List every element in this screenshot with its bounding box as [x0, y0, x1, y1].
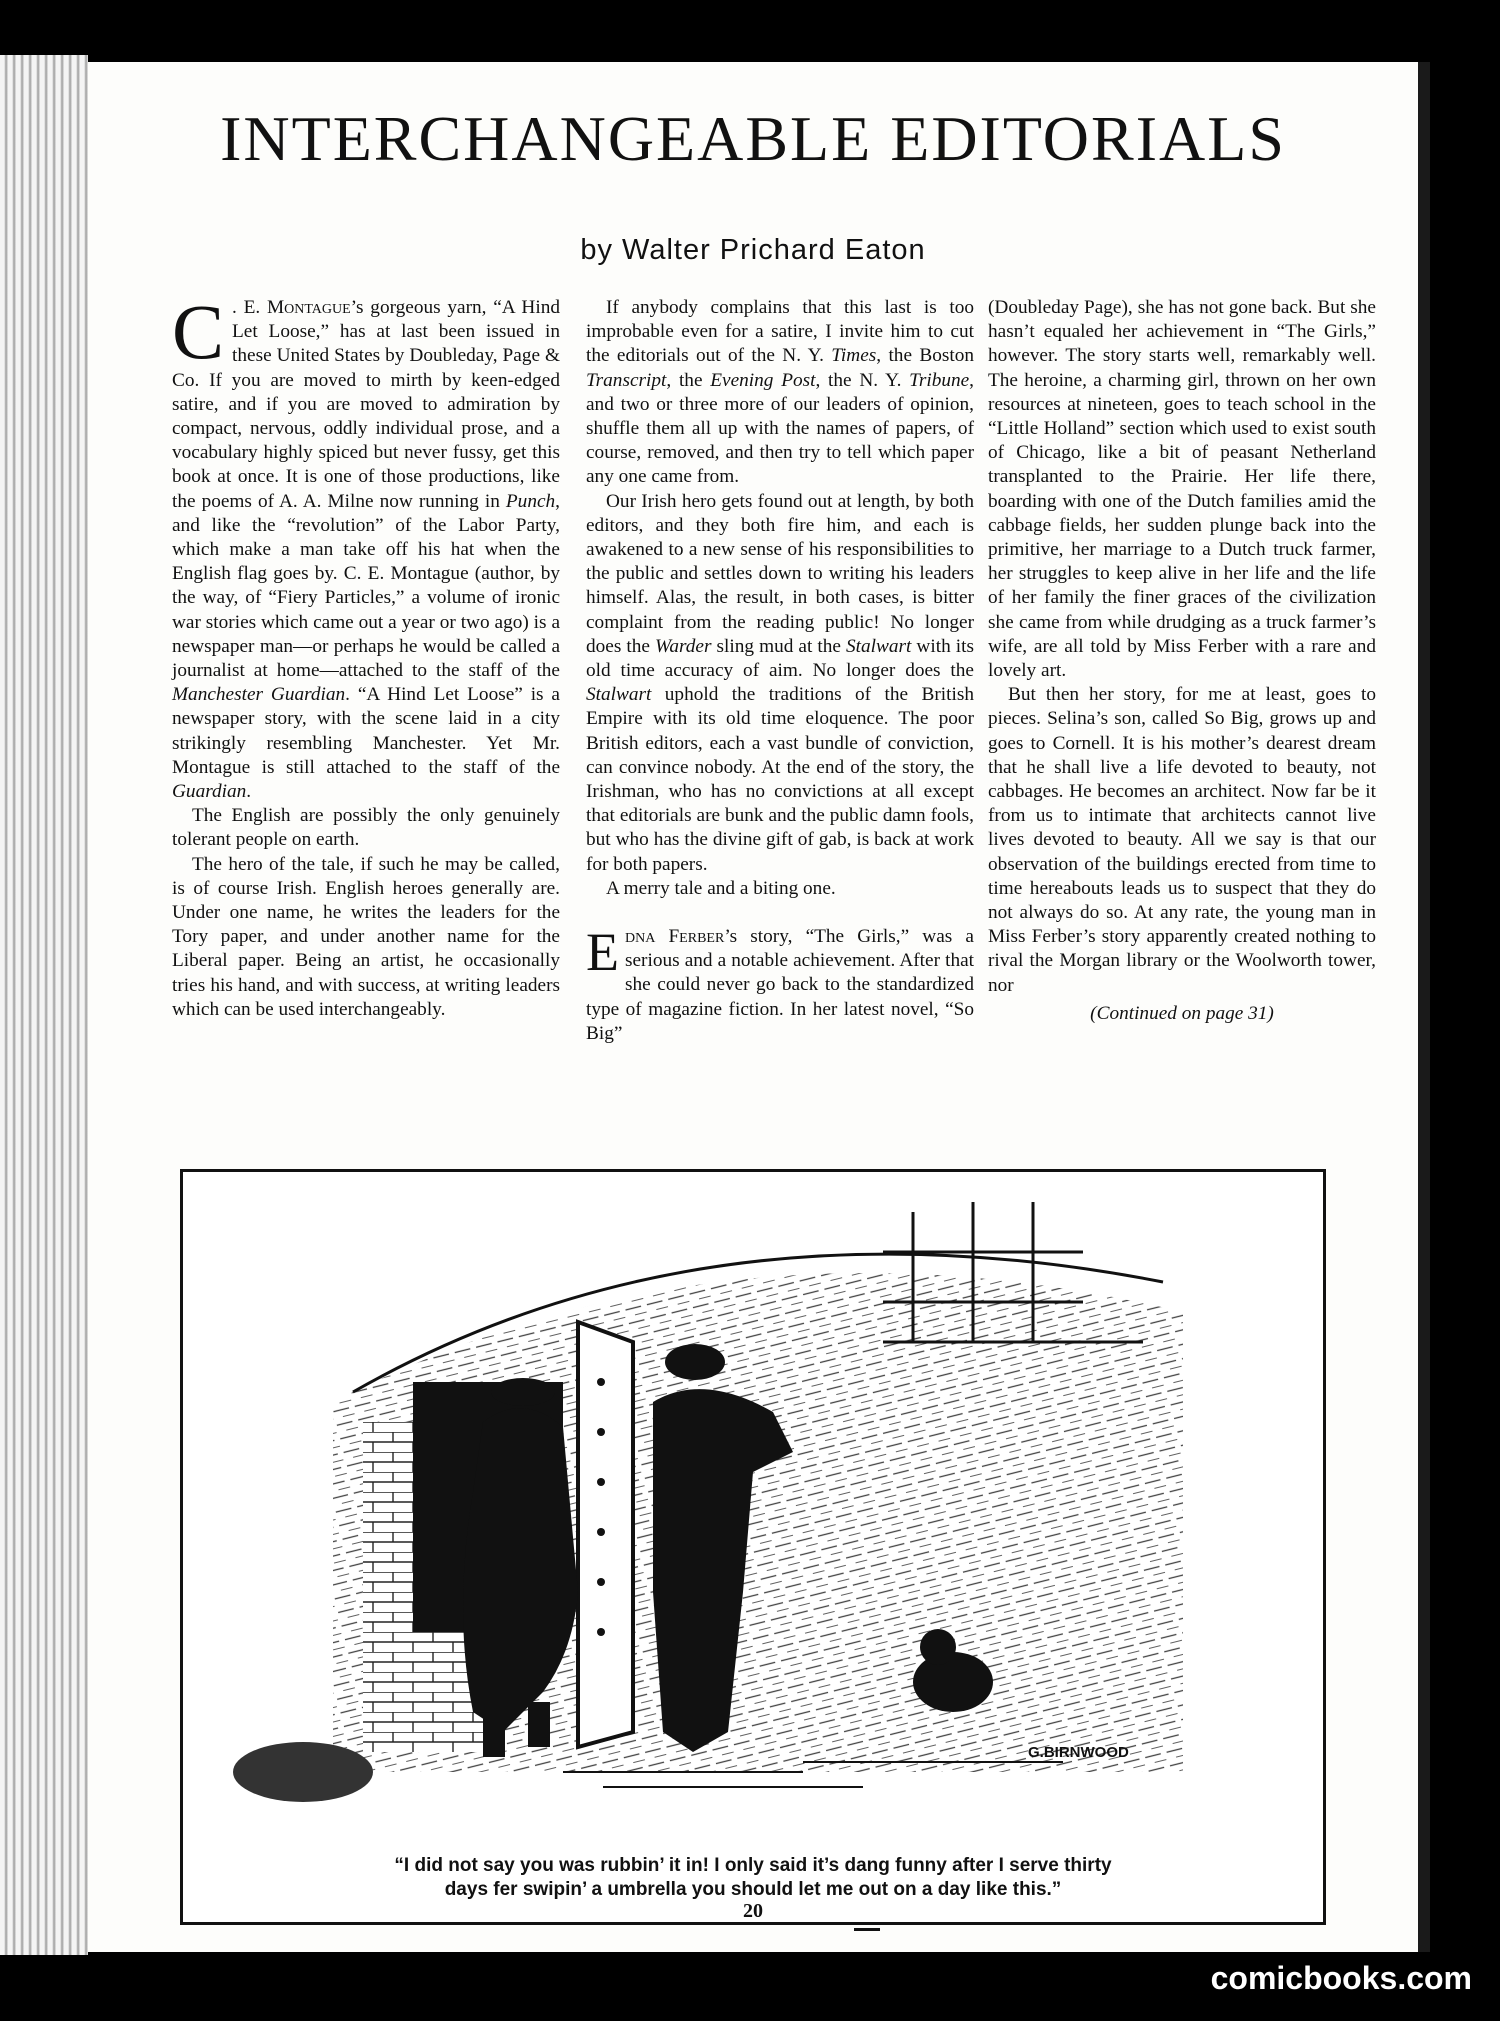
- text-run: sling mud at the: [711, 635, 847, 657]
- text-run: , the: [666, 369, 711, 391]
- paragraph: [586, 922, 974, 1046]
- paragraph: The hero of the tale, if such he may be called, is of course Irish. English heroes generally are. Under one name, he writes the leaders for the Tory paper, and under another name for the Liberal paper. Being an artist, he occasionally tries his hand, and with success, at writing leaders which can be used interchangeably.: [172, 853, 560, 1020]
- dog: [913, 1652, 993, 1712]
- paragraph: (Doubleday Page), she has not gone back. But she hasn’t equaled her achievement in “The Girls,” however. The story starts well, remarkably well. The heroine, a charming girl, thrown on her own resources at nineteen, goes to teach school in the “Little Holland” section which used to exist south of Chicago, like a bit of peasant Netherland transplanted to the Prairie. Her life there, boarding with one of the Dutch families amid the cabbage fields, her sudden plunge back into the primitive, her marriage to a Dutch truck farmer, her struggles to keep alive in her life and the life of her family the finer graces of the civilization she came from while drudging as a truck farmer’s wife, are all told by Miss Ferber with a rare and lovely art.: [988, 297, 1376, 682]
- site-watermark: comicbooks.com: [1210, 1960, 1472, 1996]
- paragraph: [586, 296, 974, 490]
- paragraph: But then her story, for me at least, goes to pieces. Selina’s son, called So Big, grows up and goes to Cornell. It is his mother’s dearest dream that he shall live a life devoted to beauty, not cabbages. He becomes an architect. Now far be it from us to intimate that architects cannot live lives devoted to beauty. All we say is that our observation of the buildings erected from time to time hereabouts leads us to suspect that they do not always do so. At any rate, the young man in Miss Ferber’s story apparently created nothing to rival the Morgan library or the Woolworth tower, nor: [988, 684, 1376, 996]
- publication-name: Manchester Guardian: [172, 684, 346, 706]
- text-run: . E.: [232, 297, 267, 318]
- page-number: 20: [743, 1900, 763, 1922]
- text-run: Montague: [266, 297, 351, 318]
- article-title: INTERCHANGEABLE EDITORIALS: [220, 103, 1286, 174]
- drop-cap: C: [172, 288, 225, 375]
- publication-name: Tribune: [909, 369, 970, 391]
- text-run: .: [246, 781, 252, 803]
- text-run: ’s gorgeous yarn, “A Hind Let Loose,” has at last been issued in these United States by Doubleday, Page & Co. If you are moved to mirth by keen-edged satire, and if you are moved to admiration by compact, nervous, oddly individual prose, and a vocabulary highly spiced but never fussy, get this book at once. It is one of those productions, like the poems of A. A. Milne now running in: [172, 297, 560, 512]
- publication-name: Punch: [505, 490, 556, 512]
- section-gap: [586, 901, 974, 925]
- publication-name: Transcript: [586, 369, 667, 391]
- cartoon-drawing: [183, 1172, 1323, 1842]
- book-spine: [0, 55, 88, 1955]
- guard-cap: [491, 1378, 555, 1406]
- caption-line: days fer swipin’ a umbrella you should let me out on a day like this.”: [444, 1879, 1062, 1900]
- cartoon-illustration: [180, 1169, 1326, 1925]
- text-run: , and like the “revolution” of the Labor Party, which make a man take off his hat when the English flag goes by. C. E. Montague (author, by the way, of “Fiery Particles,” a volume of ironic war stories which came out a year or two ago) is a newspaper man—or perhaps he would be called a journalist at home—attached to the staff of the: [172, 490, 560, 682]
- caption-line: “I did not say you was rubbin’ it in! I only said it’s dang funny after I serve thirty: [394, 1855, 1112, 1876]
- prison-gate: [578, 1322, 633, 1747]
- paragraph: [172, 288, 560, 804]
- text-column-2: [586, 296, 974, 1046]
- drop-cap: E: [586, 922, 619, 983]
- continued-note: (Continued on page 31): [1090, 1002, 1274, 1024]
- text-run: . “A Hind Let Loose” is a newspaper story, with the scene laid in a city strikingly resembling Manchester. Yet Mr. Montague is still attached to the staff of the: [172, 684, 560, 778]
- text-column-1: [172, 288, 560, 1022]
- publication-name: Stalwart: [846, 635, 912, 657]
- publication-name: Stalwart: [586, 684, 652, 706]
- text-run: ’s story, “The Girls,” was a serious and a notable achievement. After that she could never go back to the standardized type of magazine fiction. In her latest novel, “So Big”: [586, 926, 974, 1044]
- bucket: [233, 1742, 373, 1802]
- text-run: , the Boston: [876, 345, 974, 367]
- magazine-page: [88, 62, 1418, 1952]
- text-run: with its old time accuracy of aim. No longer does the: [586, 635, 974, 682]
- artist-signature: G.BIRNWOOD: [1028, 1744, 1129, 1761]
- article-byline: by Walter Prichard Eaton: [580, 234, 926, 266]
- text-run: dna Ferber: [625, 926, 725, 948]
- paragraph: A merry tale and a biting one.: [606, 877, 836, 899]
- paragraph: [586, 490, 974, 877]
- paragraph: The English are possibly the only genuinely tolerant people on earth.: [172, 805, 560, 851]
- prisoner-hat: [665, 1344, 725, 1380]
- text-run: uphold the traditions of the British Empire with its old time eloquence. The poor British editors, each a vast bundle of conviction, can convince nobody. At the end of the story, the Irishman, who has no convictions at all except that editorials are bunk and the public damn fools, but who has the divine gift of gab, is back at work for both papers.: [586, 684, 974, 875]
- text-run: If anybody complains that this last is too improbable even for a satire, I invite him to cut the editorials out of the N. Y.: [586, 297, 974, 367]
- page-edge: [1418, 62, 1430, 1952]
- publication-name: Evening Post: [710, 369, 816, 391]
- cartoon-caption: [183, 1854, 1323, 1902]
- text-run: , and two or three more of our leaders of opinion, shuffle them all up with the names of papers, of course, removed, and then try to tell which paper any one came from.: [586, 369, 974, 488]
- publication-name: Guardian: [172, 781, 247, 803]
- text-run: Our Irish hero gets found out at length, by both editors, and they both fire him, and each is awakened to a new sense of his responsibilities to the public and settles down to writing his leaders himself. Alas, the result, in both cases, is bitter complaint from the reading public! No longer does the: [586, 490, 974, 657]
- publication-name: Times: [831, 345, 877, 367]
- text-run: , the N. Y.: [815, 369, 910, 391]
- text-column-3: [988, 296, 1376, 1026]
- page-number-rule: [854, 1928, 880, 1931]
- publication-name: Warder: [655, 635, 712, 657]
